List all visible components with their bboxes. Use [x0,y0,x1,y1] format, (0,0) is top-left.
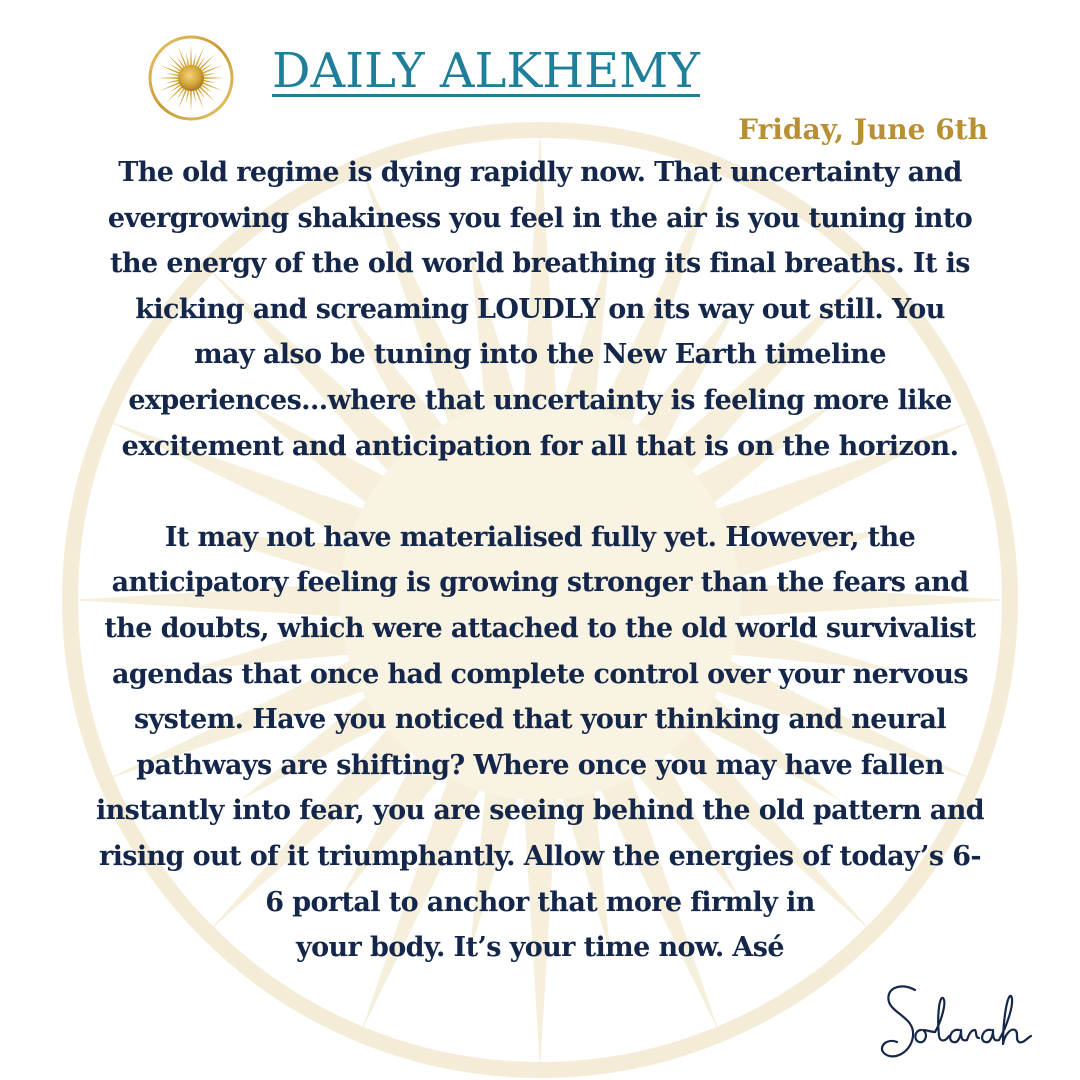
text-line: may also be tuning into the New Earth timeline [194,339,886,371]
text-line: system. Have you noticed that your thinking and neural [133,704,947,736]
text-line: pathways are shifting? Where once you may have fallen [136,749,944,781]
text-line: the doubts, which were attached to the old world survivalist [104,612,976,644]
text-line: rising out of it triumphantly. Allow the energies of today’s 6- [98,840,982,872]
message-body [0,150,1080,971]
page-title: DAILY ALKHEMY [272,43,700,99]
post-date: Friday, June 6th [738,113,988,146]
text-line: It may not have materialised fully yet. However, the [164,521,916,553]
text-line: excitement and anticipation for all that is on the horizon. [121,430,959,462]
text-line: the energy of the old world breathing its final breaths. It is [110,248,970,280]
golden-sun-icon [146,33,236,123]
signature-solarah [875,972,1065,1072]
text-line: 6 portal to anchor that more firmly in [265,886,815,918]
text-line: instantly into fear, you are seeing behind the old pattern and [96,795,984,827]
text-line: your body. It’s your time now. Asé [296,932,784,964]
text-line: The old regime is dying rapidly now. That uncertainty and [118,157,962,188]
text-line: evergrowing shakiness you feel in the air is you tuning into [107,202,973,234]
text-line: experiences...where that uncertainty is feeling more like [128,384,952,416]
text-line: anticipatory feeling is growing stronger than the fears and [111,567,969,599]
text-line: agendas that once had complete control over your nervous [112,658,968,690]
text-line: kicking and screaming LOUDLY on its way out still. You [135,293,945,325]
paragraph-2 [0,515,1080,971]
paragraph-spacer [0,469,1080,515]
paragraph-1 [0,150,1080,469]
